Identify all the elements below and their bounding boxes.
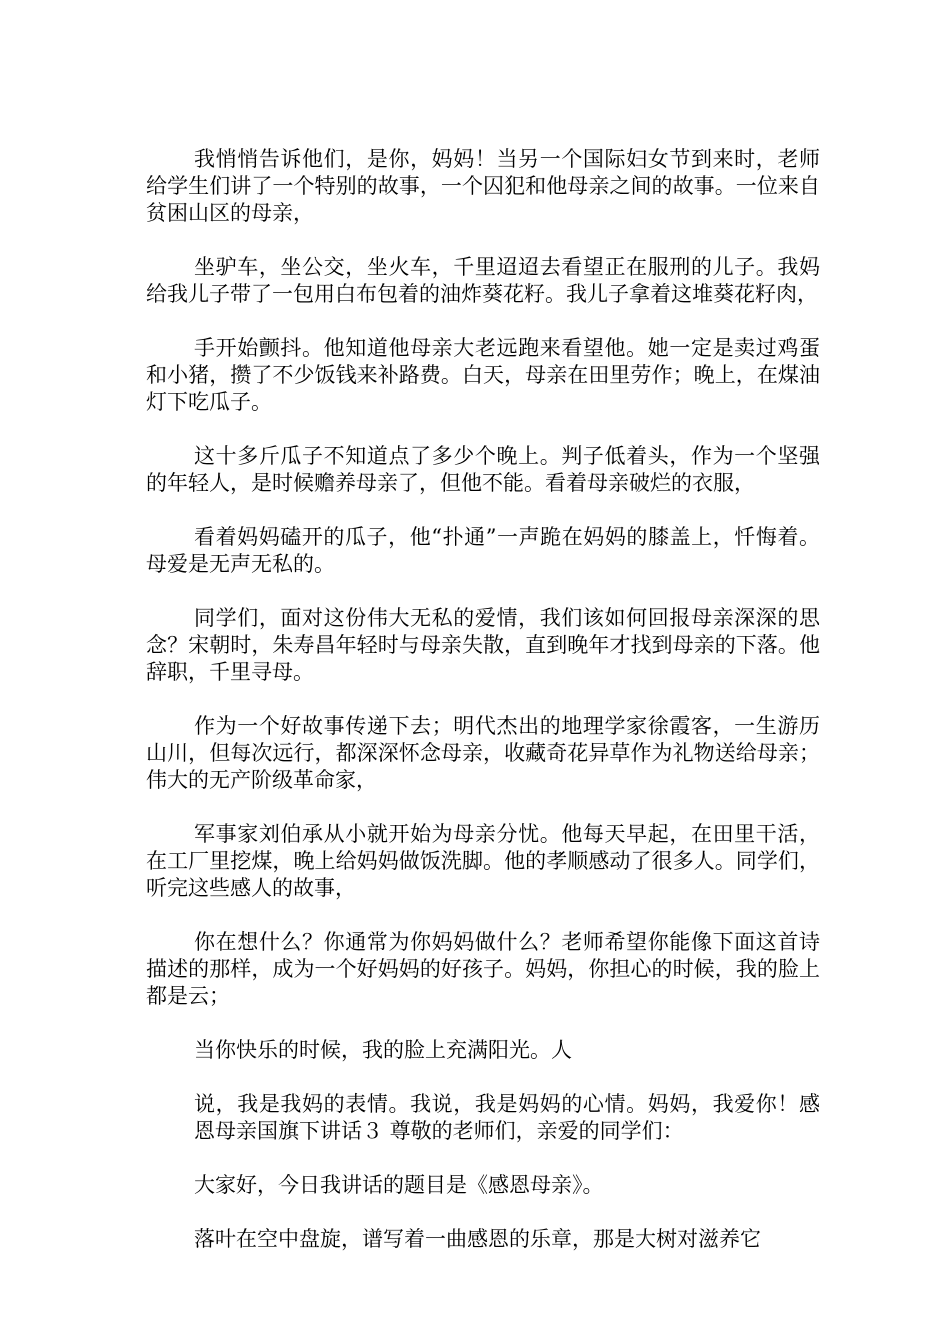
paragraph-11: 说，我是我妈的表情。我说，我是妈妈的心情。妈妈，我爱你！感恩母亲国旗下讲话３ 尊敬的老师们，亲爱的同学们： [194,1092,820,1143]
paragraph-9: 你在想什么？你通常为你妈妈做什么？老师希望你能像下面这首诗描述的那样，成为一个好妈妈的好孩子。妈妈，你担心的时候，我的脸上都是云； [146,930,820,1008]
paragraph-12: 大家好，今日我讲话的题目是《感恩母亲》。 [194,1173,604,1197]
paragraph-2: 坐驴车，坐公交，坐火车，千里迢迢去看望正在服刑的儿子。我妈给我儿子带了一包用白布包着的油炸葵花籽。我儿子拿着这堆葵花籽肉， [146,255,820,306]
paragraph-10: 当你快乐的时候，我的脸上充满阳光。人 [194,1038,572,1062]
paragraph-3: 手开始颤抖。他知道他母亲大老远跑来看望他。她一定是卖过鸡蛋和小猪，攒了不少饭钱来补路费。白天，母亲在田里劳作；晚上，在煤油灯下吃瓜子。 [146,336,820,414]
paragraph-13: 落叶在空中盘旋，谱写着一曲感恩的乐章，那是大树对滋养它 [194,1227,761,1251]
document-page [146,146,820,1253]
paragraph-5: 看着妈妈磕开的瓜子，他“扑通”一声跪在妈妈的膝盖上，忏悔着。母爱是无声无私的。 [146,525,820,576]
paragraph-1: 我悄悄告诉他们，是你，妈妈！当另一个国际妇女节到来时，老师给学生们讲了一个特别的故事，一个囚犯和他母亲之间的故事。一位来自贫困山区的母亲， [146,147,820,225]
paragraph-8: 军事家刘伯承从小就开始为母亲分忧。他每天早起，在田里干活，在工厂里挖煤，晚上给妈妈做饭洗脚。他的孝顺感动了很多人。同学们，听完这些感人的故事， [146,822,820,900]
paragraph-6: 同学们，面对这份伟大无私的爱情，我们该如何回报母亲深深的思念？宋朝时，朱寿昌年轻时与母亲失散，直到晚年才找到母亲的下落。他辞职，千里寻母。 [146,606,820,684]
paragraph-4: 这十多斤瓜子不知道点了多少个晚上。判子低着头，作为一个坚强的年轻人，是时候赡养母亲了，但他不能。看着母亲破烂的衣服， [146,444,820,495]
paragraph-7: 作为一个好故事传递下去；明代杰出的地理学家徐霞客，一生游历山川，但每次远行，都深深怀念母亲，收藏奇花异草作为礼物送给母亲；伟大的无产阶级革命家， [146,714,820,792]
